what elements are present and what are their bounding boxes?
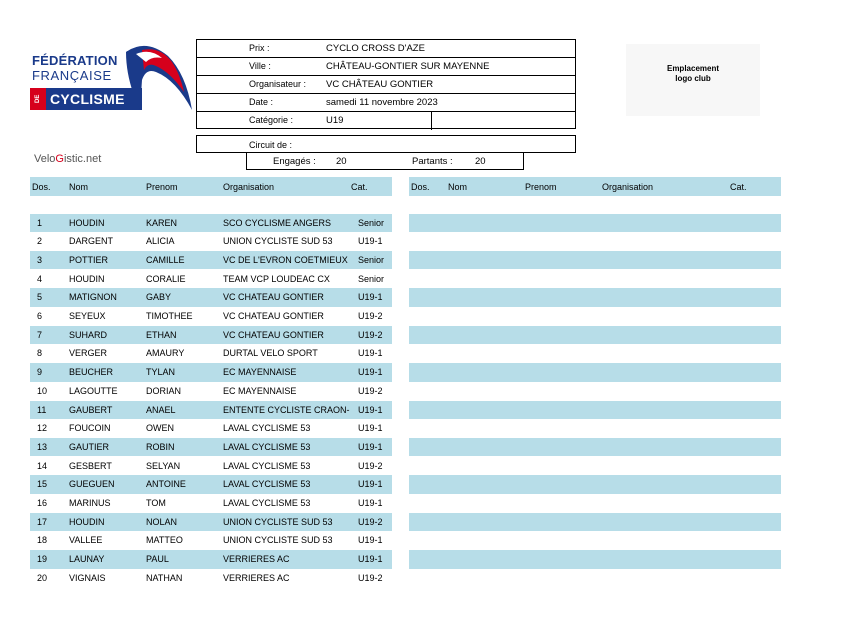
cell-cat: U19-1: [358, 535, 383, 546]
cell-nom: HOUDIN: [69, 273, 105, 284]
categorie-label: Catégorie :: [249, 115, 294, 125]
table-row: [30, 438, 392, 457]
cell-cat: U19-1: [358, 423, 383, 434]
prix-value: CYCLO CROSS D'AZE: [326, 43, 425, 54]
cell-prenom: ETHAN: [146, 329, 177, 340]
cell-cat: U19-1: [358, 367, 383, 378]
table-row: [30, 401, 392, 420]
cell-dos: 3: [37, 254, 43, 265]
table-row: [30, 513, 392, 532]
cell-dos: 2: [37, 236, 43, 247]
cell-organisation: LAVAL CYCLISME 53: [223, 479, 311, 490]
cell-prenom: CAMILLE: [146, 254, 185, 265]
table-row-empty: [409, 550, 781, 569]
organisateur-label: Organisateur :: [249, 79, 307, 89]
cell-nom: SUHARD: [69, 329, 108, 340]
cell-dos: 11: [37, 404, 47, 415]
cell-cat: Senior: [358, 254, 385, 265]
table-row: [30, 457, 392, 476]
velogistic-part2: G: [55, 153, 64, 165]
cell-dos: 12: [37, 423, 48, 434]
placeholder-line2: logo club: [675, 74, 711, 83]
cell-organisation: VC CHATEAU GONTIER: [223, 329, 324, 340]
logo-line2: FRANÇAISE: [32, 68, 112, 83]
counts-box: [246, 153, 524, 170]
info-row-ville: [197, 58, 575, 76]
table-row: [30, 214, 392, 233]
cell-nom: HOUDIN: [69, 217, 105, 228]
cell-dos: 19: [37, 554, 48, 565]
cell-cat: U19-1: [358, 479, 383, 490]
cell-nom: GAUTIER: [69, 441, 110, 452]
engages-label: Engagés :: [273, 156, 316, 167]
cell-nom: MARINUS: [69, 498, 111, 508]
table-row: [30, 363, 392, 382]
cell-prenom: TIMOTHEE: [146, 311, 193, 321]
table-row: [30, 550, 392, 569]
table-row-empty: [409, 214, 781, 233]
cell-dos: 9: [37, 367, 43, 378]
partants-value: 20: [475, 156, 486, 167]
cell-organisation: EC MAYENNAISE: [223, 385, 297, 396]
cell-nom: BEUCHER: [69, 367, 114, 378]
cell-nom: DARGENT: [69, 236, 114, 247]
logo-line1: FÉDÉRATION: [32, 53, 118, 68]
info-row-date: [197, 94, 575, 112]
table-row-empty: [409, 326, 781, 345]
cell-organisation: LAVAL CYCLISME 53: [223, 423, 311, 434]
cell-dos: 1: [37, 217, 43, 228]
cell-cat: U19-1: [358, 236, 383, 247]
table-row-empty: [409, 288, 781, 307]
cell-prenom: AMAURY: [146, 348, 185, 359]
info-row-prix: [197, 40, 575, 58]
info-row-organisateur: [197, 76, 575, 94]
cell-dos: 18: [37, 535, 48, 546]
cell-nom: POTTIER: [69, 254, 109, 265]
cell-prenom: SELYAN: [146, 460, 181, 471]
cell-nom: VIGNAIS: [69, 572, 106, 583]
table-row: [30, 307, 392, 326]
cell-prenom: PAUL: [146, 554, 169, 565]
logo-prefix: DE: [30, 88, 46, 110]
cell-prenom: NOLAN: [146, 516, 178, 527]
cell-cat: U19-2: [358, 311, 383, 321]
cell-cat: Senior: [358, 217, 385, 228]
cell-prenom: TOM: [146, 498, 166, 508]
cell-nom: VERGER: [69, 348, 108, 359]
ville-value: CHÂTEAU-GONTIER SUR MAYENNE: [326, 61, 490, 72]
categorie-divider: [431, 112, 432, 130]
cell-dos: 17: [37, 516, 48, 527]
cell-nom: GAUBERT: [69, 404, 113, 415]
table-row: [30, 382, 392, 401]
cell-dos: 8: [37, 348, 43, 359]
cell-cat: U19-2: [358, 572, 383, 583]
velogistic-link[interactable]: [34, 153, 101, 165]
cell-cat: U19-1: [358, 498, 383, 508]
table-row: [30, 270, 392, 289]
cell-cat: U19-1: [358, 348, 383, 359]
table-row: [30, 419, 392, 438]
cell-nom: LAGOUTTE: [69, 385, 118, 396]
cell-prenom: OWEN: [146, 423, 174, 434]
cell-prenom: ROBIN: [146, 441, 175, 452]
table-row: [30, 251, 392, 270]
cell-prenom: ANTOINE: [146, 479, 186, 490]
ffc-logo: [26, 40, 196, 122]
cell-dos: 10: [37, 385, 48, 396]
table-row: [30, 531, 392, 550]
cell-nom: GUEGUEN: [69, 479, 115, 490]
cell-organisation: VC CHATEAU GONTIER: [223, 292, 324, 303]
cell-cat: Senior: [358, 273, 385, 284]
ville-label: Ville :: [249, 61, 271, 71]
cell-organisation: VC CHATEAU GONTIER: [223, 311, 324, 321]
table-row: [30, 232, 392, 251]
table-row-empty: [409, 475, 781, 494]
table-row: [30, 569, 392, 588]
engages-value: 20: [336, 156, 347, 167]
th-cat-right: Cat.: [730, 182, 747, 192]
cell-cat: U19-2: [358, 329, 383, 340]
cell-prenom: CORALIE: [146, 273, 186, 284]
cell-cat: U19-1: [358, 554, 383, 565]
th-dos-right: Dos.: [411, 182, 430, 192]
cell-organisation: TEAM VCP LOUDEAC CX: [223, 273, 330, 284]
table-row: [30, 326, 392, 345]
cell-prenom: MATTEO: [146, 535, 183, 546]
th-dos: Dos.: [32, 182, 51, 192]
cell-dos: 7: [37, 329, 43, 340]
logo-band-text: CYCLISME: [50, 91, 125, 107]
cell-prenom: ALICIA: [146, 236, 175, 247]
cell-organisation: LAVAL CYCLISME 53: [223, 441, 311, 452]
cell-organisation: ENTENTE CYCLISTE CRAON-: [223, 404, 350, 415]
race-info-box: [196, 39, 576, 129]
info-row-categorie: [197, 112, 575, 130]
cell-dos: 4: [37, 273, 43, 284]
circuit-label: Circuit de :: [249, 140, 293, 150]
table-header-left: [30, 177, 392, 196]
cell-organisation: VERRIERES AC: [223, 554, 290, 565]
cell-organisation: UNION CYCLISTE SUD 53: [223, 236, 333, 247]
prix-label: Prix :: [249, 43, 270, 53]
cell-prenom: NATHAN: [146, 572, 183, 583]
cell-nom: HOUDIN: [69, 516, 105, 527]
cell-organisation: VC DE L'EVRON COETMIEUX: [223, 254, 348, 265]
cell-nom: FOUCOIN: [69, 423, 111, 434]
cell-cat: U19-1: [358, 292, 383, 303]
table-header-right: [409, 177, 781, 196]
cell-cat: U19-1: [358, 404, 383, 415]
cell-organisation: LAVAL CYCLISME 53: [223, 460, 311, 471]
cell-dos: 15: [37, 479, 48, 490]
th-cat: Cat.: [351, 182, 368, 192]
th-organisation: Organisation: [223, 182, 275, 192]
cell-cat: U19-1: [358, 441, 383, 452]
table-row-empty: [409, 513, 781, 532]
cell-dos: 13: [37, 441, 48, 452]
cell-organisation: SCO CYCLISME ANGERS: [223, 217, 332, 228]
table-row: [30, 475, 392, 494]
th-organisation-right: Organisation: [602, 182, 654, 192]
club-logo-placeholder: [626, 44, 760, 116]
cell-nom: GESBERT: [69, 460, 112, 471]
table-row: [30, 344, 392, 363]
cell-dos: 5: [37, 292, 43, 303]
organisateur-value: VC CHÂTEAU GONTIER: [326, 79, 434, 90]
table-row: [30, 494, 392, 513]
table-row-empty: [409, 438, 781, 457]
th-nom: Nom: [69, 182, 89, 192]
cell-cat: U19-2: [358, 385, 383, 396]
cell-prenom: DORIAN: [146, 385, 182, 396]
cell-organisation: EC MAYENNAISE: [223, 367, 297, 378]
cell-organisation: UNION CYCLISTE SUD 53: [223, 516, 333, 527]
cell-nom: LAUNAY: [69, 554, 105, 565]
date-value: samedi 11 novembre 2023: [326, 97, 438, 108]
cell-prenom: KAREN: [146, 217, 178, 228]
velogistic-part3: istic.net: [63, 153, 102, 165]
table-row-empty: [409, 401, 781, 420]
table-row-empty: [409, 363, 781, 382]
cell-nom: VALLEE: [69, 535, 103, 546]
cell-organisation: DURTAL VELO SPORT: [223, 348, 318, 359]
cell-prenom: GABY: [146, 292, 172, 303]
cell-dos: 14: [37, 460, 48, 471]
logo-swoosh-icon: [106, 40, 196, 122]
date-label: Date :: [249, 97, 274, 107]
cell-nom: MATIGNON: [69, 292, 117, 303]
circuit-box: [196, 135, 576, 153]
table-row-empty: [409, 251, 781, 270]
cell-cat: U19-2: [358, 516, 383, 527]
cell-prenom: ANAEL: [146, 404, 176, 415]
th-prenom: Prenom: [146, 182, 178, 192]
categorie-value: U19: [326, 115, 344, 126]
th-nom-right: Nom: [448, 182, 468, 192]
cell-nom: SEYEUX: [69, 311, 106, 321]
table-row: [30, 288, 392, 307]
cell-dos: 16: [37, 498, 48, 508]
cell-organisation: LAVAL CYCLISME 53: [223, 498, 311, 508]
cell-organisation: VERRIERES AC: [223, 572, 290, 583]
cell-dos: 6: [37, 311, 43, 321]
placeholder-line1: Emplacement: [666, 64, 720, 73]
th-prenom-right: Prenom: [525, 182, 557, 192]
partants-label: Partants :: [412, 156, 453, 167]
cell-organisation: UNION CYCLISTE SUD 53: [223, 535, 333, 546]
cell-cat: U19-2: [358, 460, 383, 471]
cell-prenom: TYLAN: [146, 367, 176, 378]
cell-dos: 20: [37, 572, 48, 583]
velogistic-part1: Velo: [34, 153, 56, 165]
